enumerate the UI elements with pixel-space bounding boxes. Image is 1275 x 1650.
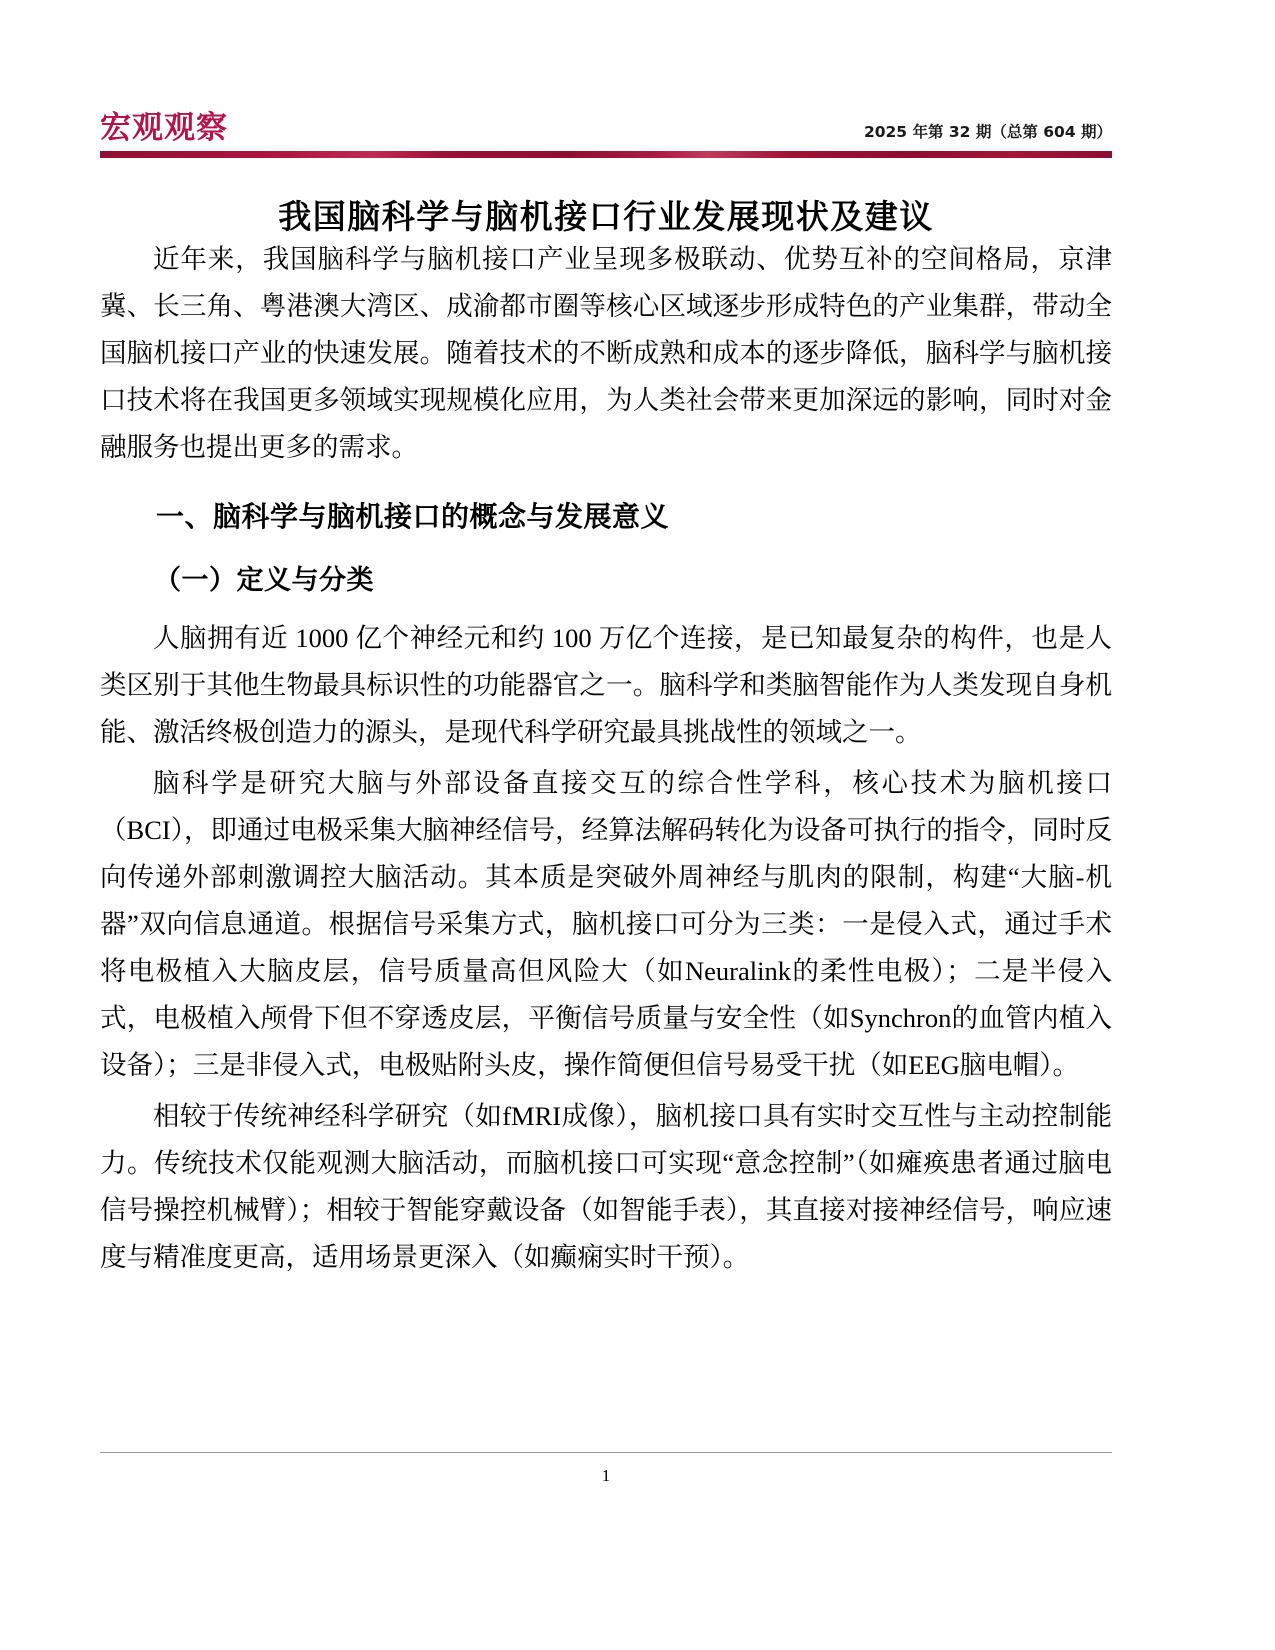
masthead [100,96,1112,158]
page-title: 我国脑科学与脑机接口行业发展现状及建议 [278,197,934,237]
body-paragraph-3: 相较于传统神经科学研究（如fMRI成像），脑机接口具有实时交互性与主动控制能力。传统技术仅能观测大脑活动，而脑机接口可实现“意念控制”（如瘫痪患者通过脑电信号操控机械臂）；相较于智能穿戴设备（如智能手表），其直接对接神经信号，响应速度与精准度更高，适用场景更深入（如癫痫实时干预）。 [100,1101,1112,1272]
issue-number: 2025 年第 32 期（总第 604 期） [863,122,1112,141]
body-paragraph-1: 人脑拥有近 1000 亿个神经元和约 100 万亿个连接，是已知最复杂的构件，也是人类区别于其他生物最具标识性的功能器官之一。脑科学和类脑智能作为人类发现自身机能、激活终极创造力的源头，是现代科学研究最具挑战性的领域之一。 [100,623,1112,747]
body-paragraph-2: 脑科学是研究大脑与外部设备直接交互的综合性学科，核心技术为脑机接口（BCI），即通过电极采集大脑神经信号，经算法解码转化为设备可执行的指令，同时反向传递外部刺激调控大脑活动。其本质是突破外周神经与肌肉的限制，构建“大脑-机器”双向信息通道。根据信号采集方式，脑机接口可分为三类：一是侵入式，通过手术将电极植入大脑皮层，信号质量高但风险大（如Neuralink的柔性电极）；二是半侵入式，电极植入颅骨下但不穿透皮层，平衡信号质量与安全性（如Synchron的血管内植入设备）；三是非侵入式，电极贴附头皮，操作简便但信号易受干扰（如EEG脑电帽）。 [100,768,1112,1080]
footer-divider [100,1452,1112,1453]
document-body [100,236,1112,1285]
masthead-divider [100,151,1112,158]
section-heading-1: 一、脑科学与脑机接口的概念与发展意义 [156,500,670,533]
intro-paragraph: 近年来，我国脑科学与脑机接口产业呈现多极联动、优势互补的空间格局，京津冀、长三角、粤港澳大湾区、成渝都市圈等核心区域逐步形成特色的产业集群，带动全国脑机接口产业的快速发展。随着技术的不断成熟和成本的逐步降低，脑科学与脑机接口技术将在我国更多领域实现规模化应用，为人类社会带来更加深远的影响，同时对金融服务也提出更多的需求。 [100,244,1112,462]
publication-title: 宏观观察 [100,110,228,146]
subsection-heading-1-1: （一）定义与分类 [154,565,374,596]
page-number: 1 [601,1466,611,1485]
